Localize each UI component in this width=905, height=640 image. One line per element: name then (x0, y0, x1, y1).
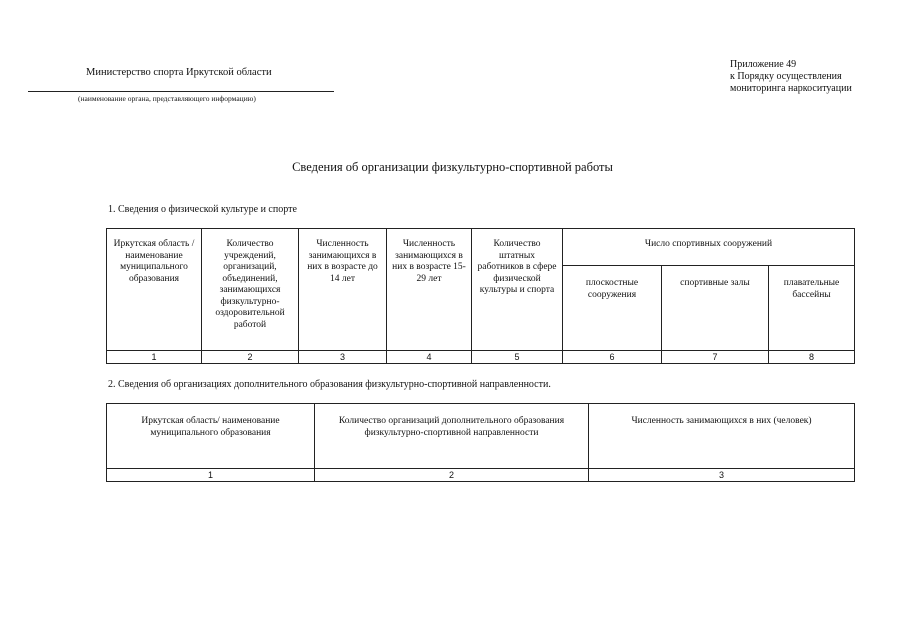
section1-heading: 1. Сведения о физической культуре и спорте (108, 204, 297, 215)
col-participants-count: Численность занимающихся в них (человек) (589, 404, 855, 469)
table-row (107, 351, 855, 364)
column-number: 4 (387, 351, 472, 364)
column-number: 3 (299, 351, 387, 364)
sports-facilities-table (106, 228, 855, 364)
col-municipality: Иркутская область /наименование муниципального образования (107, 229, 202, 351)
column-number: 6 (563, 351, 662, 364)
column-number: 1 (107, 351, 202, 364)
additional-education-table (106, 403, 855, 482)
appendix-line-1: Приложение 49 (730, 59, 797, 70)
col-flat-facilities: плоскостные сооружения (563, 266, 662, 351)
appendix-line-3: мониторинга наркоситуации (730, 83, 852, 94)
column-number: 1 (107, 469, 315, 482)
col-swimming-pools: плавательные бассейны (769, 266, 855, 351)
column-number: 3 (589, 469, 855, 482)
document-title: Сведения об организации физкультурно-спортивной работы (292, 160, 613, 174)
column-number: 7 (662, 351, 769, 364)
col-institutions-count: Количество учреждений, организаций, объединений, занимающихся физкультурно-оздоровительной работой (202, 229, 299, 351)
col-organizations-count: Количество организаций дополнительного образования физкультурно-спортивной направленности (315, 404, 589, 469)
col-group-facilities: Число спортивных сооружений (563, 229, 855, 266)
col-participants-15-29: Численность занимающихся в них в возрасте 15-29 лет (387, 229, 472, 351)
col-participants-under-14: Численность занимающихся в них в возрасте до 14 лет (299, 229, 387, 351)
section2-heading: 2. Сведения об организациях дополнительного образования физкультурно-спортивной направленности. (108, 379, 551, 390)
table-row (107, 469, 855, 482)
column-number: 8 (769, 351, 855, 364)
column-number: 2 (315, 469, 589, 482)
ministry-note: (наименование органа, представляющего информацию) (78, 94, 256, 103)
ministry-underline (28, 91, 334, 92)
ministry-name: Министерство спорта Иркутской области (86, 67, 272, 78)
column-number: 5 (472, 351, 563, 364)
column-number: 2 (202, 351, 299, 364)
col-staff-count: Количество штатных работников в сфере физической культуры и спорта (472, 229, 563, 351)
col-sport-halls: спортивные залы (662, 266, 769, 351)
appendix-block (730, 59, 852, 95)
appendix-line-2: к Порядку осуществления (730, 71, 842, 82)
col-municipality: Иркутская область/ наименование муниципального образования (107, 404, 315, 469)
